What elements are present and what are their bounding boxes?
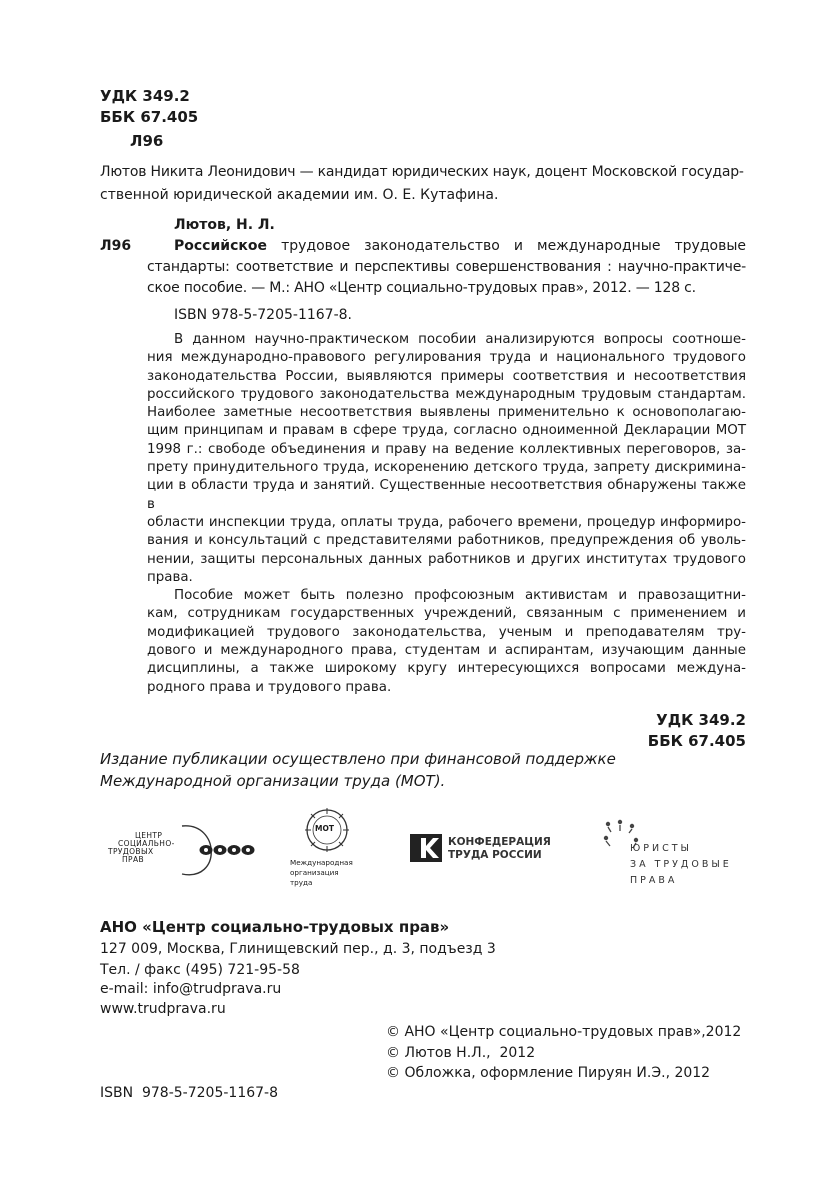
publisher-email: e-mail: info@trudprava.ru <box>100 981 282 997</box>
abstract-line: родного права и трудового права. <box>147 679 392 695</box>
ilo-logo-line1: Международная <box>290 858 353 867</box>
ctp-logo-line4: ПРАВ <box>122 855 145 864</box>
bbk-header: ББК 67.405 <box>100 108 199 126</box>
ctp-logo-line2: СОЦИАЛЬНО- <box>118 839 175 848</box>
abstract-line: вания и консультаций с представителями работников, предупреждения об уволь- <box>147 533 746 549</box>
record-author: Лютов, Н. Л. <box>174 217 275 233</box>
abstract-line: области инспекции труда, оплаты труда, рабочего времени, процедур информиро- <box>147 514 746 530</box>
ctp-logo-line3: ТРУДОВЫХ <box>108 847 154 856</box>
lawyers-logo-line3: ПРАВА <box>630 875 678 886</box>
ktr-k-icon <box>410 834 442 862</box>
publisher-address: 127 009, Москва, Глинищевский пер., д. 3, подъезд 3 <box>100 941 496 957</box>
abstract-line: дисциплины, а также широкому кругу интересующихся вопросами междуна- <box>147 661 746 677</box>
record-title-line1 <box>174 237 746 255</box>
abstract-line: Наиболее заметные несоответствия выявлены применительно к основополагаю- <box>147 405 746 421</box>
ctp-logo-line1: ЦЕНТР <box>135 831 163 840</box>
ktr-logo-line2: ТРУДА РОССИИ <box>448 849 542 861</box>
ilo-logo-line2: организация <box>290 868 339 877</box>
abstract-line: модификацией трудового законодательства, ученым и преподавателям тру- <box>147 624 746 640</box>
abstract-line: В данном научно-практическом пособии анализируются вопросы соотноше- <box>174 332 746 347</box>
ctp-logo <box>100 812 260 892</box>
funding-line1: Издание публикации осуществлено при финансовой поддержке <box>100 750 616 768</box>
lawyers-logo <box>600 818 750 890</box>
lawyers-logo-line1: ЮРИСТЫ <box>630 843 692 854</box>
abstract <box>147 331 746 697</box>
copyright-line2: © Лютов Н.Л., 2012 <box>386 1045 536 1061</box>
abstract-line: законодательства России, выявляются примеры соответствия и несоответствия <box>147 368 746 384</box>
abstract-line: щим принципам и правам в сфере труда, согласно одноименной Декларации МОТ <box>147 423 746 439</box>
copyright-line3: © Обложка, оформление Пируян И.Э., 2012 <box>386 1065 711 1081</box>
abstract-line: ции в области труда и занятий. Существенные несоответствия обнаружены также в <box>147 478 746 512</box>
record-title-line2: стандарты: соответствие и перспективы совершенствования : научно-практиче- <box>147 259 746 275</box>
record-title-bold: Российское <box>174 238 268 254</box>
record-code: Л96 <box>100 238 132 254</box>
ktr-logo <box>410 834 570 864</box>
publisher-name: АНО «Центр социально-трудовых прав» <box>100 918 450 936</box>
udk-header: УДК 349.2 <box>100 87 190 105</box>
footer-isbn: ISBN 978-5-7205-1167-8 <box>100 1085 278 1101</box>
abstract-line: ния международно-правового регулирования труда и национального трудового <box>147 350 746 366</box>
author-code-header: Л96 <box>130 132 164 150</box>
abstract-line: 1998 г.: свободе объединения и праву на ведение коллективных переговоров, за- <box>147 441 746 457</box>
publisher-phone: Тел. / факс (495) 721-95-58 <box>100 962 300 978</box>
record-title-line3: ское пособие. — М.: АНО «Центр социально-трудовых прав», 2012. — 128 с. <box>147 280 696 296</box>
abstract-line: права. <box>147 569 193 585</box>
bbk-right: ББК 67.405 <box>647 732 746 750</box>
author-note-line2: ственной юридической академии им. О. Е. Кутафина. <box>100 187 499 203</box>
funding-line2: Международной организации труда (МОТ). <box>100 772 446 790</box>
abstract-line: кам, сотрудникам государственных учреждений, связанным с применением и <box>147 606 746 622</box>
lawyers-logo-line2: ЗА ТРУДОВЫЕ <box>630 859 732 870</box>
abstract-line: нении, защиты персональных данных работников и других институтах трудового <box>147 551 746 567</box>
abstract-line: прету принудительного труда, искоренению детского труда, запрету дискримина- <box>147 460 746 476</box>
ilo-logo <box>290 806 380 896</box>
ilo-logo-line3: труда <box>290 878 313 887</box>
abstract-line: российского трудового законодательства международным трудовым стандартам. <box>147 386 746 402</box>
author-note-line1: Лютов Никита Леонидович — кандидат юридических наук, доцент Московской государ- <box>100 164 744 180</box>
record-isbn: ISBN 978-5-7205-1167-8. <box>174 307 352 323</box>
copyright-line1: © АНО «Центр социально-трудовых прав»,2012 <box>386 1024 742 1040</box>
udk-right: УДК 349.2 <box>656 711 746 729</box>
record-title-rest: трудовое законодательство и международные трудовые <box>281 238 746 254</box>
ktr-logo-line1: КОНФЕДЕРАЦИЯ <box>448 836 551 848</box>
ilo-emblem-text: МОТ <box>315 824 334 833</box>
abstract-line: дового и международного права, студентам и аспирантам, изучающим данные <box>147 643 746 659</box>
abstract-line: Пособие может быть полезно профсоюзным активистам и правозащитни- <box>174 588 746 604</box>
publisher-website: www.trudprava.ru <box>100 1001 226 1017</box>
ilo-emblem-icon <box>290 806 380 862</box>
